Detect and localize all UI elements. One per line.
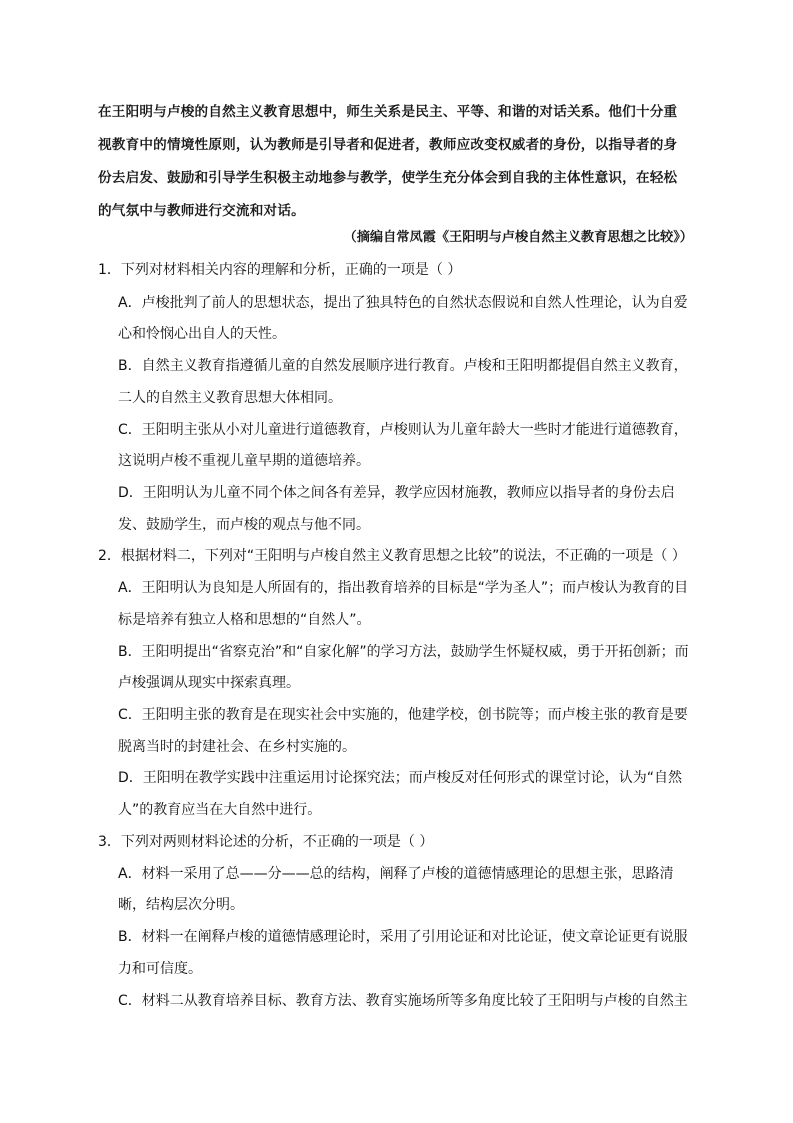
question-3-option-c-line1: C．材料二从教育培养目标、教育方法、教育实施场所等多角度比较了王阳明与卢梭的自然主	[118, 993, 688, 1009]
question-1-option-a-line1: A．卢梭批判了前人的思想状态，提出了独具特色的自然状态假说和自然人性理论，认为自爱	[118, 295, 688, 311]
question-1-option-d-line2: 发、鼓励学生，而卢梭的观点与他不同。	[118, 517, 370, 533]
question-2-stem: 2．根据材料二，下列对“王阳明与卢梭自然主义教育思想之比较”的说法，不正确的一项是（ ）	[98, 548, 686, 564]
passage-line: 视教育中的情境性原则，认为教师是引导者和促进者，教师应改变权威者的身份，以指导者的身	[98, 137, 678, 153]
question-2-option-d-line1: D．王阳明在教学实践中注重运用讨论探究法；而卢梭反对任何形式的课堂讨论，认为“自然	[118, 770, 683, 786]
question-3-option-b-line2: 力和可信度。	[118, 961, 202, 977]
passage-line: 份去启发、鼓励和引导学生积极主动地参与教学，使学生充分体会到自我的主体性意识，在轻松	[98, 170, 678, 186]
passage-source: （摘编自常凤霞《王阳明与卢梭自然主义教育思想之比较》）	[343, 230, 693, 245]
question-3-option-a-line1: A．材料一采用了总——分——总的结构，阐释了卢梭的道德情感理论的思想主张，思路清	[118, 866, 674, 882]
question-3-option-a-line2: 晰，结构层次分明。	[118, 897, 244, 913]
question-2-option-c-line2: 脱离当时的封建社会、在乡村实施的。	[118, 739, 356, 755]
question-1-option-c-line1: C．王阳明主张从小对儿童进行道德教育，卢梭则认为儿童年龄大一些时才能进行道德教育，	[118, 422, 688, 438]
question-1-option-c-line2: 这说明卢梭不重视儿童早期的道德培养。	[118, 453, 370, 469]
question-3-stem: 3．下列对两则材料论述的分析，不正确的一项是（ ）	[98, 834, 434, 850]
question-1-stem: 1．下列对材料相关内容的理解和分析，正确的一项是（ ）	[98, 262, 462, 278]
question-1-option-b-line2: 二人的自然主义教育思想大体相同。	[118, 390, 342, 406]
question-2-option-a-line2: 标是培养有独立人格和思想的“自然人”。	[118, 612, 371, 628]
passage-paragraph	[98, 96, 696, 228]
question-1-option-b-line1: B．自然主义教育指遵循儿童的自然发展顺序进行教育。卢梭和王阳明都提倡自然主义教育，	[118, 358, 688, 374]
question-2-option-b-line2: 卢梭强调从现实中探索真理。	[118, 675, 300, 691]
passage-line: 在王阳明与卢梭的自然主义教育思想中，师生关系是民主、平等、和谐的对话关系。他们十分重	[98, 104, 678, 120]
question-2-option-d-line2: 人”的教育应当在大自然中进行。	[118, 802, 322, 818]
question-3-option-b-line1: B．材料一在阐释卢梭的道德情感理论时，采用了引用论证和对比论证，使文章论证更有说服	[118, 929, 688, 945]
question-2-option-b-line1: B．王阳明提出“省察克治”和“自家化解”的学习方法，鼓励学生怀疑权威，勇于开拓创新；而	[118, 644, 689, 660]
question-2-option-c-line1: C．王阳明主张的教育是在现实社会中实施的，他建学校，创书院等；而卢梭主张的教育是要	[118, 707, 688, 723]
question-1-option-a-line2: 心和怜悯心出自人的天性。	[118, 326, 286, 342]
question-2-option-a-line1: A．王阳明认为良知是人所固有的，指出教育培养的目标是“学为圣人”；而卢梭认为教育的目	[118, 580, 689, 596]
passage-line: 的气氛中与教师进行交流和对话。	[98, 203, 305, 219]
question-1-option-d-line1: D．王阳明认为儿童不同个体之间各有差异，教学应因材施教，教师应以指导者的身份去启	[118, 485, 675, 501]
